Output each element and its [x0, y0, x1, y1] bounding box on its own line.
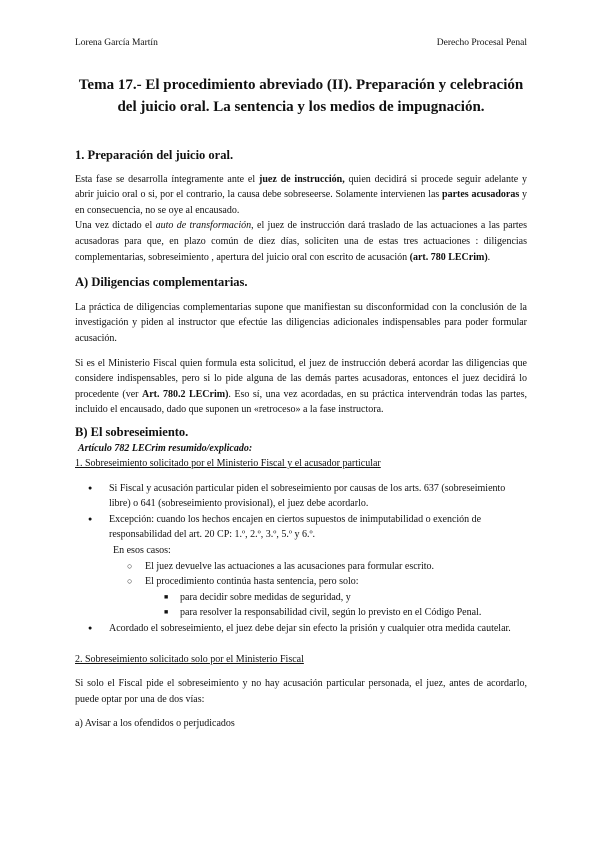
list-item: ● Excepción: cuando los hechos encajen en ciertos supuestos de inimputabilidad o exención de responsabilidad del art. 20 CP: 1.º, 2.º, 3.º, 5.º y 6.º.	[75, 512, 527, 543]
list-item: ● Acordado el sobreseimiento, el juez debe dejar sin efecto la prisión y cualquier otra medida cautelar.	[75, 621, 527, 637]
subheading: 2. Sobreseimiento solicitado solo por el Ministerio Fiscal	[75, 653, 304, 665]
subheading: 1. Sobreseimiento solicitado por el Ministerio Fiscal y el acusador particular	[75, 458, 381, 470]
list-item: ○ El juez devuelve las actuaciones a las acusaciones para formular escrito.	[75, 559, 527, 575]
article-label: Artículo 782 LECrim resumido/explicado:	[78, 442, 253, 454]
document-body	[75, 148, 527, 732]
paragraph: a) Avisar a los ofendidos o perjudicados	[75, 718, 235, 730]
paragraph: Una vez dictado el auto de transformación, el juez de instrucción dará traslado de las actuaciones a las partes acusadoras para que, en plazo común de diez días, soliciten una de estas tres actuaciones : diligencias complementarias, sobreseimiento , apertura del juicio oral con escrito de acusación (art. 780 LECrim).	[75, 220, 528, 263]
list-item: ● Si Fiscal y acusación particular piden el sobreseimiento por causas de los arts. 637 (sobreseimiento libre) o 641 (sobreseimiento provisional), el juez debe acordarlo.	[75, 481, 527, 512]
paragraph: Esta fase se desarrolla íntegramente ante el juez de instrucción, quien decidirá si procede seguir adelante y abrir juicio oral o si, por el contrario, la causa debe sobreseerse. Solamente intervienen las partes acusadoras y en consecuencia, no se oye al encausado.	[75, 173, 528, 216]
list-note: En esos casos:	[113, 545, 171, 557]
list-item: ■ para resolver la responsabilidad civil, según lo previsto en el Código Penal.	[75, 605, 527, 621]
page-title: Tema 17.- El procedimiento abreviado (II). Preparación y celebración del juicio oral. La sentencia y los medios de impugnación.	[78, 77, 524, 115]
section-heading-sobreseimiento: B) El sobreseimiento.	[75, 424, 189, 439]
header-subject: Derecho Procesal Penal	[436, 38, 527, 48]
section-heading-diligencias: A) Diligencias complementarias.	[75, 275, 248, 290]
bullet-list	[75, 481, 527, 637]
paragraph: Si es el Ministerio Fiscal quien formula esta solicitud, el juez de instrucción deberá acordar las diligencias que considere indispensables, pero si lo pide alguna de las demás partes acusadoras, entonces el juez decidirá lo procedente (ver Art. 780.2 LECrim). Eso sí, una vez acordadas, en su práctica intervendrán todas las partes, incluido el encausado, dado que suponen un «retroceso» a la fase instructora.	[75, 357, 527, 416]
paragraph: La práctica de diligencias complementarias supone que manifiestan su disconformidad con la conclusión de la investigación y piden al instructor que efectúe las diligencias adicionales indispensables para poder formular acusación.	[75, 301, 527, 344]
list-item: ■ para decidir sobre medidas de seguridad, y	[75, 590, 527, 606]
list-item: ○ El procedimiento continúa hasta sentencia, pero solo:	[75, 574, 527, 590]
header-author: Lorena García Martín	[75, 38, 158, 48]
section-heading-preparacion: 1. Preparación del juicio oral.	[75, 148, 234, 162]
paragraph: Si solo el Fiscal pide el sobreseimiento y no hay acusación particular personada, el juez, antes de acordarlo, puede optar por una de dos vías:	[75, 678, 527, 705]
